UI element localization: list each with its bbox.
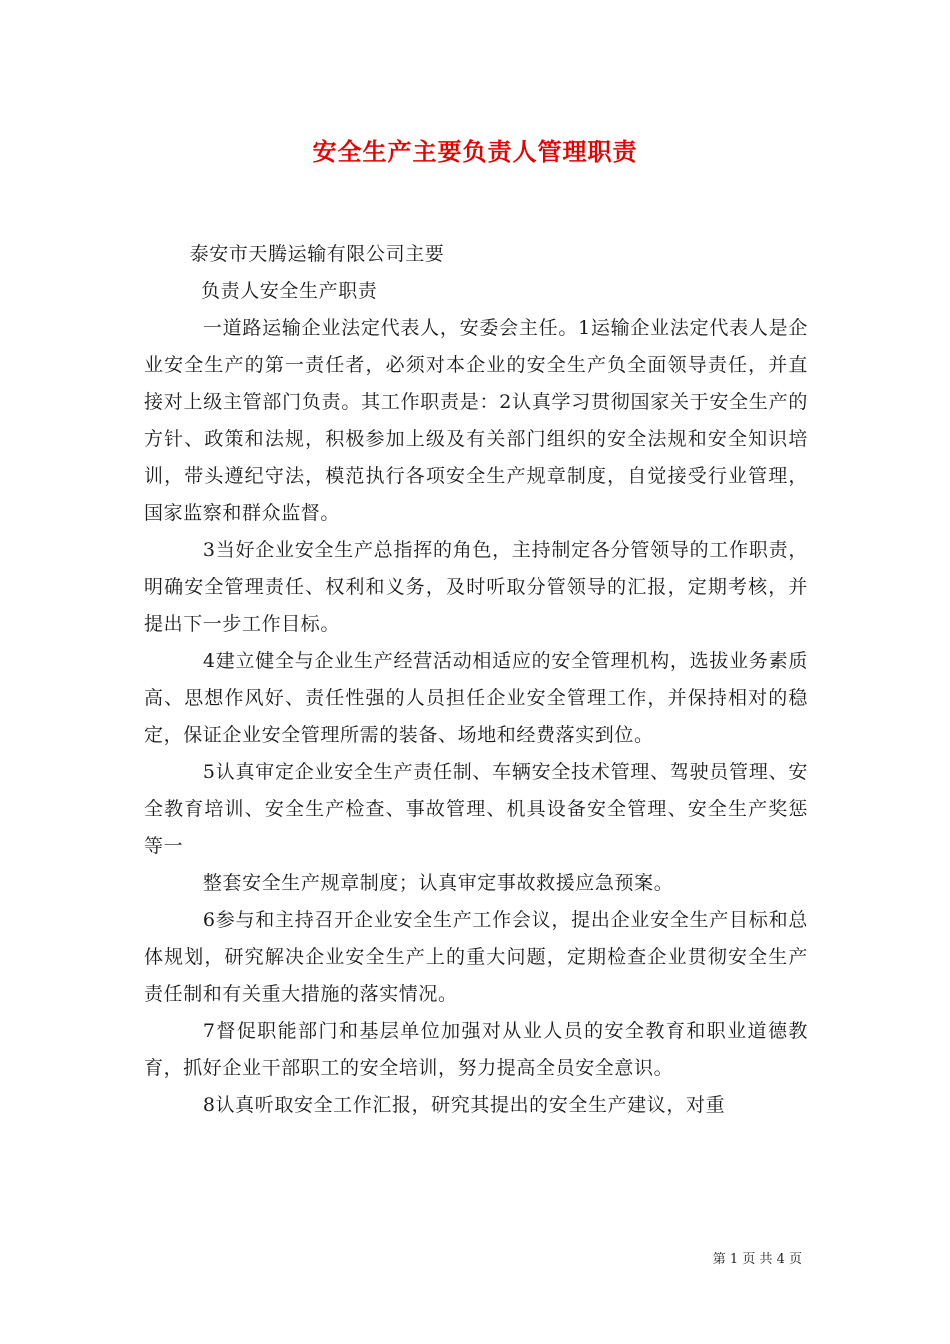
paragraph-4: 4建立健全与企业生产经营活动相适应的安全管理机构，选拔业务素质高、思想作风好、责任性强的人员担任企业安全管理工作，并保持相对的稳定，保证企业安全管理所需的装备、场地和经费落实到位。	[144, 650, 808, 746]
paragraph-5-continued: 整套安全生产规章制度；认真审定事故救援应急预案。	[202, 872, 674, 894]
paragraph-7: 7督促职能部门和基层单位加强对从业人员的安全教育和职业道德教育，抓好企业干部职工的安全培训，努力提高全员安全意识。	[144, 1020, 808, 1079]
paragraph-1: 一道路运输企业法定代表人，安委会主任。1运输企业法定代表人是企业安全生产的第一责任者，必须对本企业的安全生产负全面领导责任，并直接对上级主管部门负责。其工作职责是：2认真学习贯彻国家关于安全生产的方针、政策和法规，积极参加上级及有关部门组织的安全法规和安全知识培训，带头遵纪守法，模范执行各项安全生产规章制度，自觉接受行业管理，国家监察和群众监督。	[144, 317, 808, 524]
page-number: 第 1 页 共 4 页	[712, 1252, 802, 1267]
paragraph-8: 8认真听取安全工作汇报，研究其提出的安全生产建议，对重	[202, 1094, 726, 1116]
document-body	[144, 236, 808, 1124]
paragraph-6: 6参与和主持召开企业安全生产工作会议，提出企业安全生产目标和总体规划，研究解决企业安全生产上的重大问题，定期检查企业贯彻安全生产责任制和有关重大措施的落实情况。	[144, 909, 808, 1005]
subtitle-line: 负责人安全生产职责	[201, 280, 378, 302]
company-line: 泰安市天腾运输有限公司主要	[189, 243, 445, 265]
paragraph-5: 5认真审定企业安全生产责任制、车辆安全技术管理、驾驶员管理、安全教育培训、安全生产检查、事故管理、机具设备安全管理、安全生产奖惩等一	[144, 761, 808, 857]
document-title: 安全生产主要负责人管理职责	[312, 137, 638, 166]
paragraph-3: 3当好企业安全生产总指挥的角色，主持制定各分管领导的工作职责，明确安全管理责任、权利和义务，及时听取分管领导的汇报，定期考核，并提出下一步工作目标。	[144, 539, 808, 635]
